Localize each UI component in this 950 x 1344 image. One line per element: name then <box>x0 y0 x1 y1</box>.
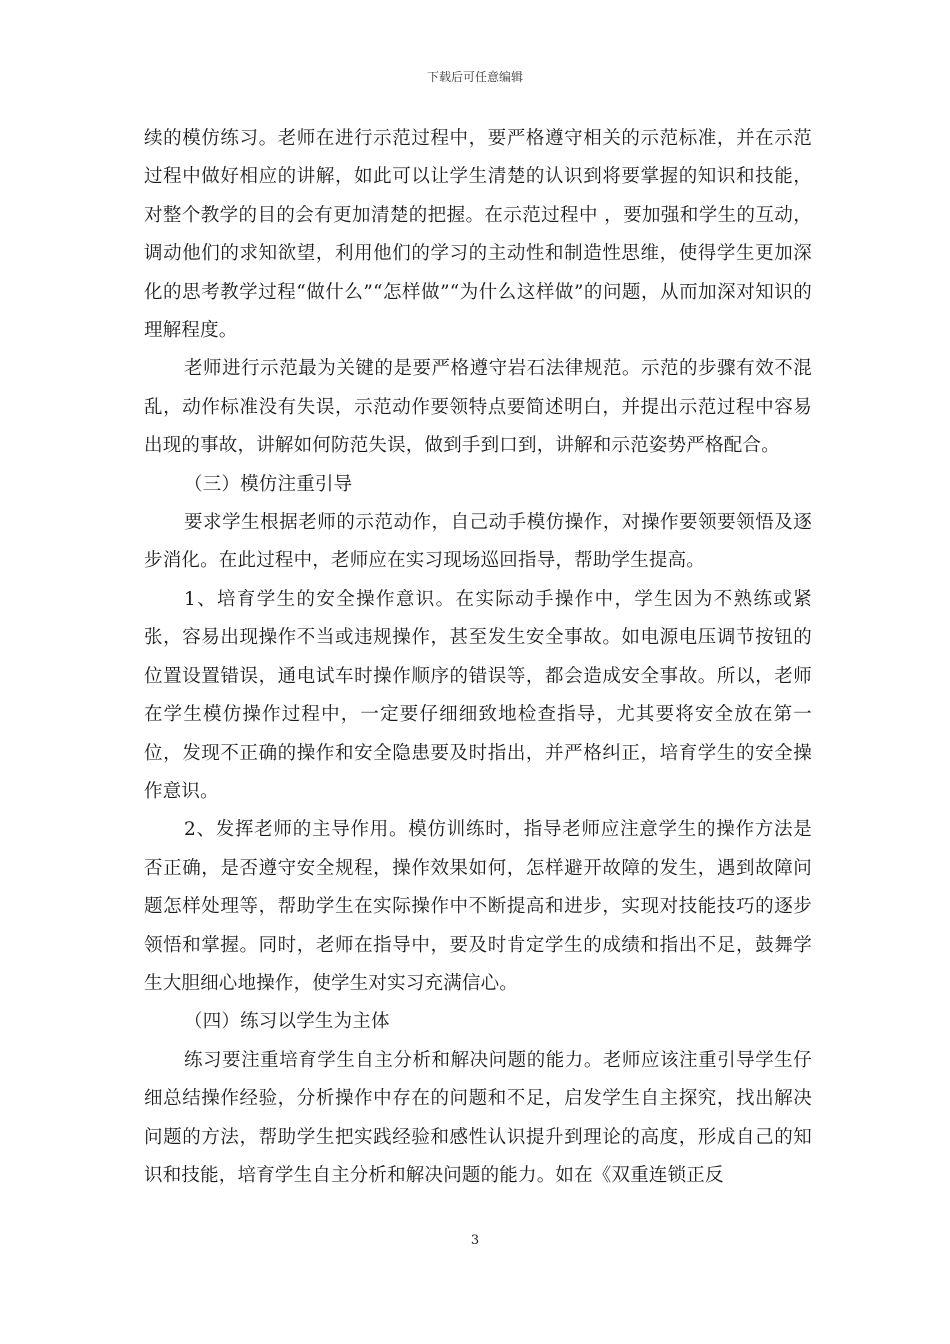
page-header: 下载后可任意编辑 <box>426 70 523 84</box>
paragraph-2: 老师进行示范最为关键的是要严格遵守岩石法律规范。示范的步骤有效不混乱，动作标准没有失误，示范动作要领特点要简述明白，并提出示范过程中容易出现的事故，讲解如何防范失误，做到手到口到，讲解和示范姿势严格配合。 <box>144 358 812 457</box>
paragraph-8: 练习要注重培育学生自主分析和解决问题的能力。老师应该注重引导学生仔细总结操作经验，分析操作中存在的问题和不足，启发学生自主探究，找出解决问题的方法，帮助学生把实践经验和感性认识提升到理论的高度，形成自己的知识和技能，培育学生自主分析和解决问题的能力。如在《双重连锁正反 <box>144 1049 812 1186</box>
paragraph-6: 2、发挥老师的主导作用。模仿训练时，指导老师应注意学生的操作方法是否正确，是否遵守安全规程，操作效果如何，怎样避开故障的发生，遇到故障问题怎样处理等，帮助学生在实际操作中不断提高和进步，实现对技能技巧的逐步领悟和掌握。同时，老师在指导中，要及时肯定学生的成绩和指出不足，鼓舞学生大胆细心地操作，使学生对实习充满信心。 <box>144 819 812 994</box>
page-number: 3 <box>470 1233 480 1248</box>
section-heading-3: （三）模仿注重引导 <box>184 473 353 495</box>
section-heading-4: （四）练习以学生为主体 <box>184 1011 390 1033</box>
paragraph-1: 续的模仿练习。老师在进行示范过程中，要严格遵守相关的示范标准，并在示范过程中做好相应的讲解，如此可以让学生清楚的认识到将要掌握的知识和技能，对整个教学的目的会有更加清楚的把握。在示范过程中 ，要加强和学生的互动，调动他们的求知欲望，利用他们的学习的主动性和制造性思维，使得学生更加深化的思考教学过程“做什么”“怎样做”“为什么这样做”的问题，从而加深对知识的理解程度。 <box>144 128 812 342</box>
paragraph-5: 1、培育学生的安全操作意识。在实际动手操作中，学生因为不熟练或紧张，容易出现操作不当或违规操作，甚至发生安全事故。如电源电压调节按钮的位置设置错误，通电试车时操作顺序的错误等，都会造成安全事故。所以，老师在学生模仿操作过程中，一定要仔细细致地检查指导，尤其要将安全放在第一位，发现不正确的操作和安全隐患要及时指出，并严格纠正，培育学生的安全操作意识。 <box>144 588 812 802</box>
paragraph-4: 要求学生根据老师的示范动作，自己动手模仿操作，对操作要领要领悟及逐步消化。在此过程中，老师应在实习现场巡回指导，帮助学生提高。 <box>144 512 812 572</box>
document-body <box>144 120 812 1195</box>
